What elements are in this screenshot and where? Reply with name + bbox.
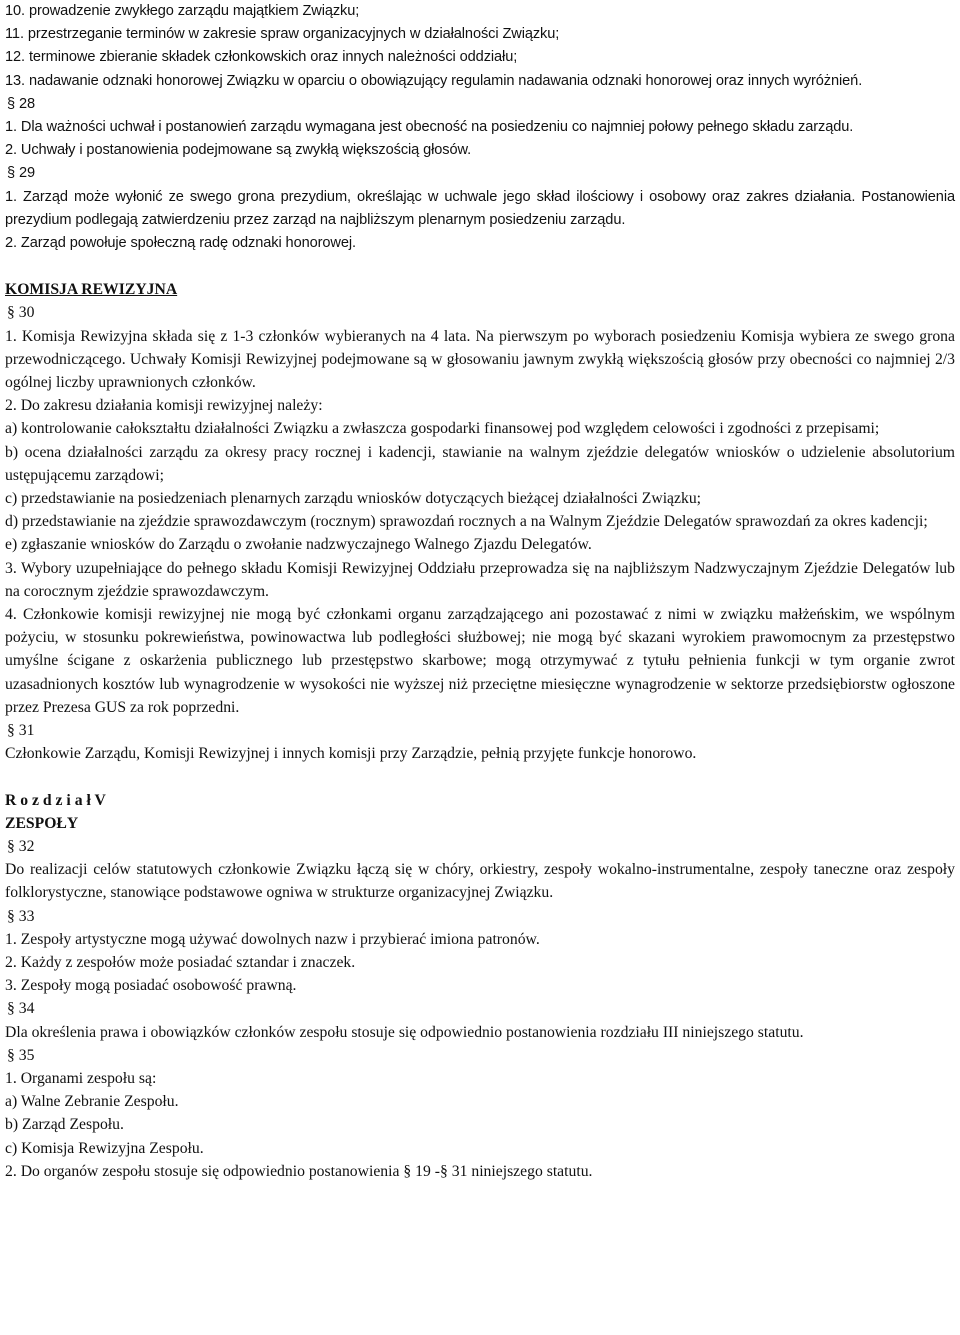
spacer	[5, 255, 955, 278]
section-35-item-c: c) Komisja Rewizyjna Zespołu.	[5, 1139, 204, 1157]
list-item-12: 12. terminowe zbieranie składek członkowskich oraz innych należności oddziału;	[5, 49, 518, 66]
section-34-heading: § 34	[7, 1000, 35, 1018]
section-32-heading: § 32	[7, 837, 35, 855]
section-30-paragraph-4: 4. Członkowie komisji rewizyjnej nie mogą być członkami organu zarządzającego ani pozostawać z nimi w związku małżeńskim, we wspólnym pożyciu, w stosunku pokrewieństwa, powinowactwa lub podległości służbowej; nie mogą być skazani wyrokiem prawomocnym za przestępstwo umyślne ścigane z oskarżenia publicznego lub przestępstwo skarbowe; mogą otrzymywać z tytułu pełnienia funkcji w tym organie zwrot uzasadnionych kosztów lub wynagrodzenie w wysokości nie wyższej niż przeciętne miesięczne wynagrodzenie w sektorze przedsiębiorstw ogłoszone przez Prezesa GUS za rok poprzedni.	[5, 606, 955, 716]
section-30-paragraph-3: 3. Wybory uzupełniające do pełnego składu Komisji Rewizyjnej Oddziału przeprowadza się na najbliższym Nadzwyczajnym Zjeździe Delegatów lub na corocznym zjeździe sprawozdawczym.	[5, 559, 955, 600]
chapter-title: ZESPOŁY	[5, 814, 79, 832]
section-29-heading: § 29	[7, 165, 36, 182]
section-30-item-b: b) ocena działalności zarządu za okresy pracy rocznej i kadencji, stawianie na walnym zjeździe delegatów wniosków o udzielenie absolutorium ustępującemu zarządowi;	[5, 443, 955, 484]
list-item-11: 11. przestrzeganie terminów w zakresie spraw organizacyjnych w działalności Związku;	[5, 26, 560, 43]
section-33-heading: § 33	[7, 907, 35, 925]
chapter-label: R o z d z i a ł V	[5, 791, 106, 809]
section-28-paragraph-2: 2. Uchwały i postanowienia podejmowane są zwykłą większością głosów.	[5, 142, 472, 159]
list-item-13: 13. nadawanie odznaki honorowej Związku w oparciu o obowiązujący regulamin nadawania odznaki honorowej oraz innych wyróżnień.	[5, 72, 863, 89]
section-30-item-d: d) przedstawianie na zjeździe sprawozdawczym (rocznym) sprawozdań rocznych a na Walnym Zjeździe Delegatów sprawozdań za okres kadencji;	[5, 513, 928, 531]
spacer	[5, 766, 955, 789]
section-30-item-e: e) zgłaszanie wniosków do Zarządu o zwołanie nadzwyczajnego Walnego Zjazdu Delegatów.	[5, 536, 592, 554]
section-28-paragraph-1: 1. Dla ważności uchwał i postanowień zarządu wymagana jest obecność na posiedzeniu co najmniej połowy pełnego składu zarządu.	[5, 119, 854, 136]
section-30-item-a: a) kontrolowanie całokształtu działalności Związku a zwłaszcza gospodarki finansowej pod względem celowości i zgodności z przepisami;	[5, 420, 880, 438]
section-33-item-1: 1. Zespoły artystyczne mogą używać dowolnych nazw i przybierać imiona patronów.	[5, 930, 540, 948]
section-30-paragraph-2: 2. Do zakresu działania komisji rewizyjnej należy:	[5, 397, 323, 415]
section-28-heading: § 28	[7, 95, 36, 112]
list-item-10: 10. prowadzenie zwykłego zarządu majątkiem Związku;	[5, 3, 360, 19]
section-33-item-2: 2. Każdy z zespołów może posiadać sztandar i znaczek.	[5, 953, 356, 971]
section-30-paragraph-1: 1. Komisja Rewizyjna składa się z 1-3 członków wybieranych na 4 lata. Na pierwszym po wyborach posiedzeniu Komisja wybiera ze swego grona przewodniczącego. Uchwały Komisji Rewizyjnej podejmowane są w głosowaniu jawnym zwykłą większością głosów przy obecności co najmniej 2/3 ogólnej liczby uprawnionych członków.	[5, 327, 955, 392]
section-34-text: Dla określenia prawa i obowiązków członków zespołu stosuje się odpowiednio postanowienia rozdziału III niniejszego statutu.	[5, 1023, 804, 1041]
section-31-text: Członkowie Zarządu, Komisji Rewizyjnej i innych komisji przy Zarządzie, pełnią przyjęte funkcje honorowo.	[5, 745, 697, 763]
section-31-heading: § 31	[7, 722, 35, 740]
section-29-paragraph-1: 1. Zarząd może wyłonić ze swego grona prezydium, określając w uchwale jego skład ilościowy i osobowy oraz zakres działania. Postanowienia prezydium podlegają zatwierdzeniu przez zarząd na najbliższym plenarnym posiedzeniu zarządu.	[5, 188, 955, 228]
section-30-item-c: c) przedstawianie na posiedzeniach plenarnych zarządu wniosków dotyczących bieżącej działalności Związku;	[5, 490, 702, 508]
section-35-item-2: 2. Do organów zespołu stosuje się odpowiednio postanowienia § 19 -§ 31 niniejszego statutu.	[5, 1162, 593, 1180]
document-page	[5, 0, 955, 1183]
section-35-heading: § 35	[7, 1046, 35, 1064]
section-35-item-1: 1. Organami zespołu są:	[5, 1069, 157, 1087]
section-35-item-b: b) Zarząd Zespołu.	[5, 1116, 124, 1134]
section-29-paragraph-2: 2. Zarząd powołuje społeczną radę odznaki honorowej.	[5, 235, 356, 252]
komisja-rewizyjna-title: KOMISJA REWIZYJNA	[5, 281, 178, 299]
section-32-text: Do realizacji celów statutowych członkowie Związku łączą się w chóry, orkiestry, zespoły wokalno-instrumentalne, zespoły taneczne oraz zespoły folklorystyczne, stanowiące podstawowe ogniwa w strukturze organizacyjnej Związku.	[5, 861, 955, 902]
section-33-item-3: 3. Zespoły mogą posiadać osobowość prawną.	[5, 977, 297, 995]
section-30-heading: § 30	[7, 304, 35, 322]
section-35-item-a: a) Walne Zebranie Zespołu.	[5, 1093, 179, 1111]
